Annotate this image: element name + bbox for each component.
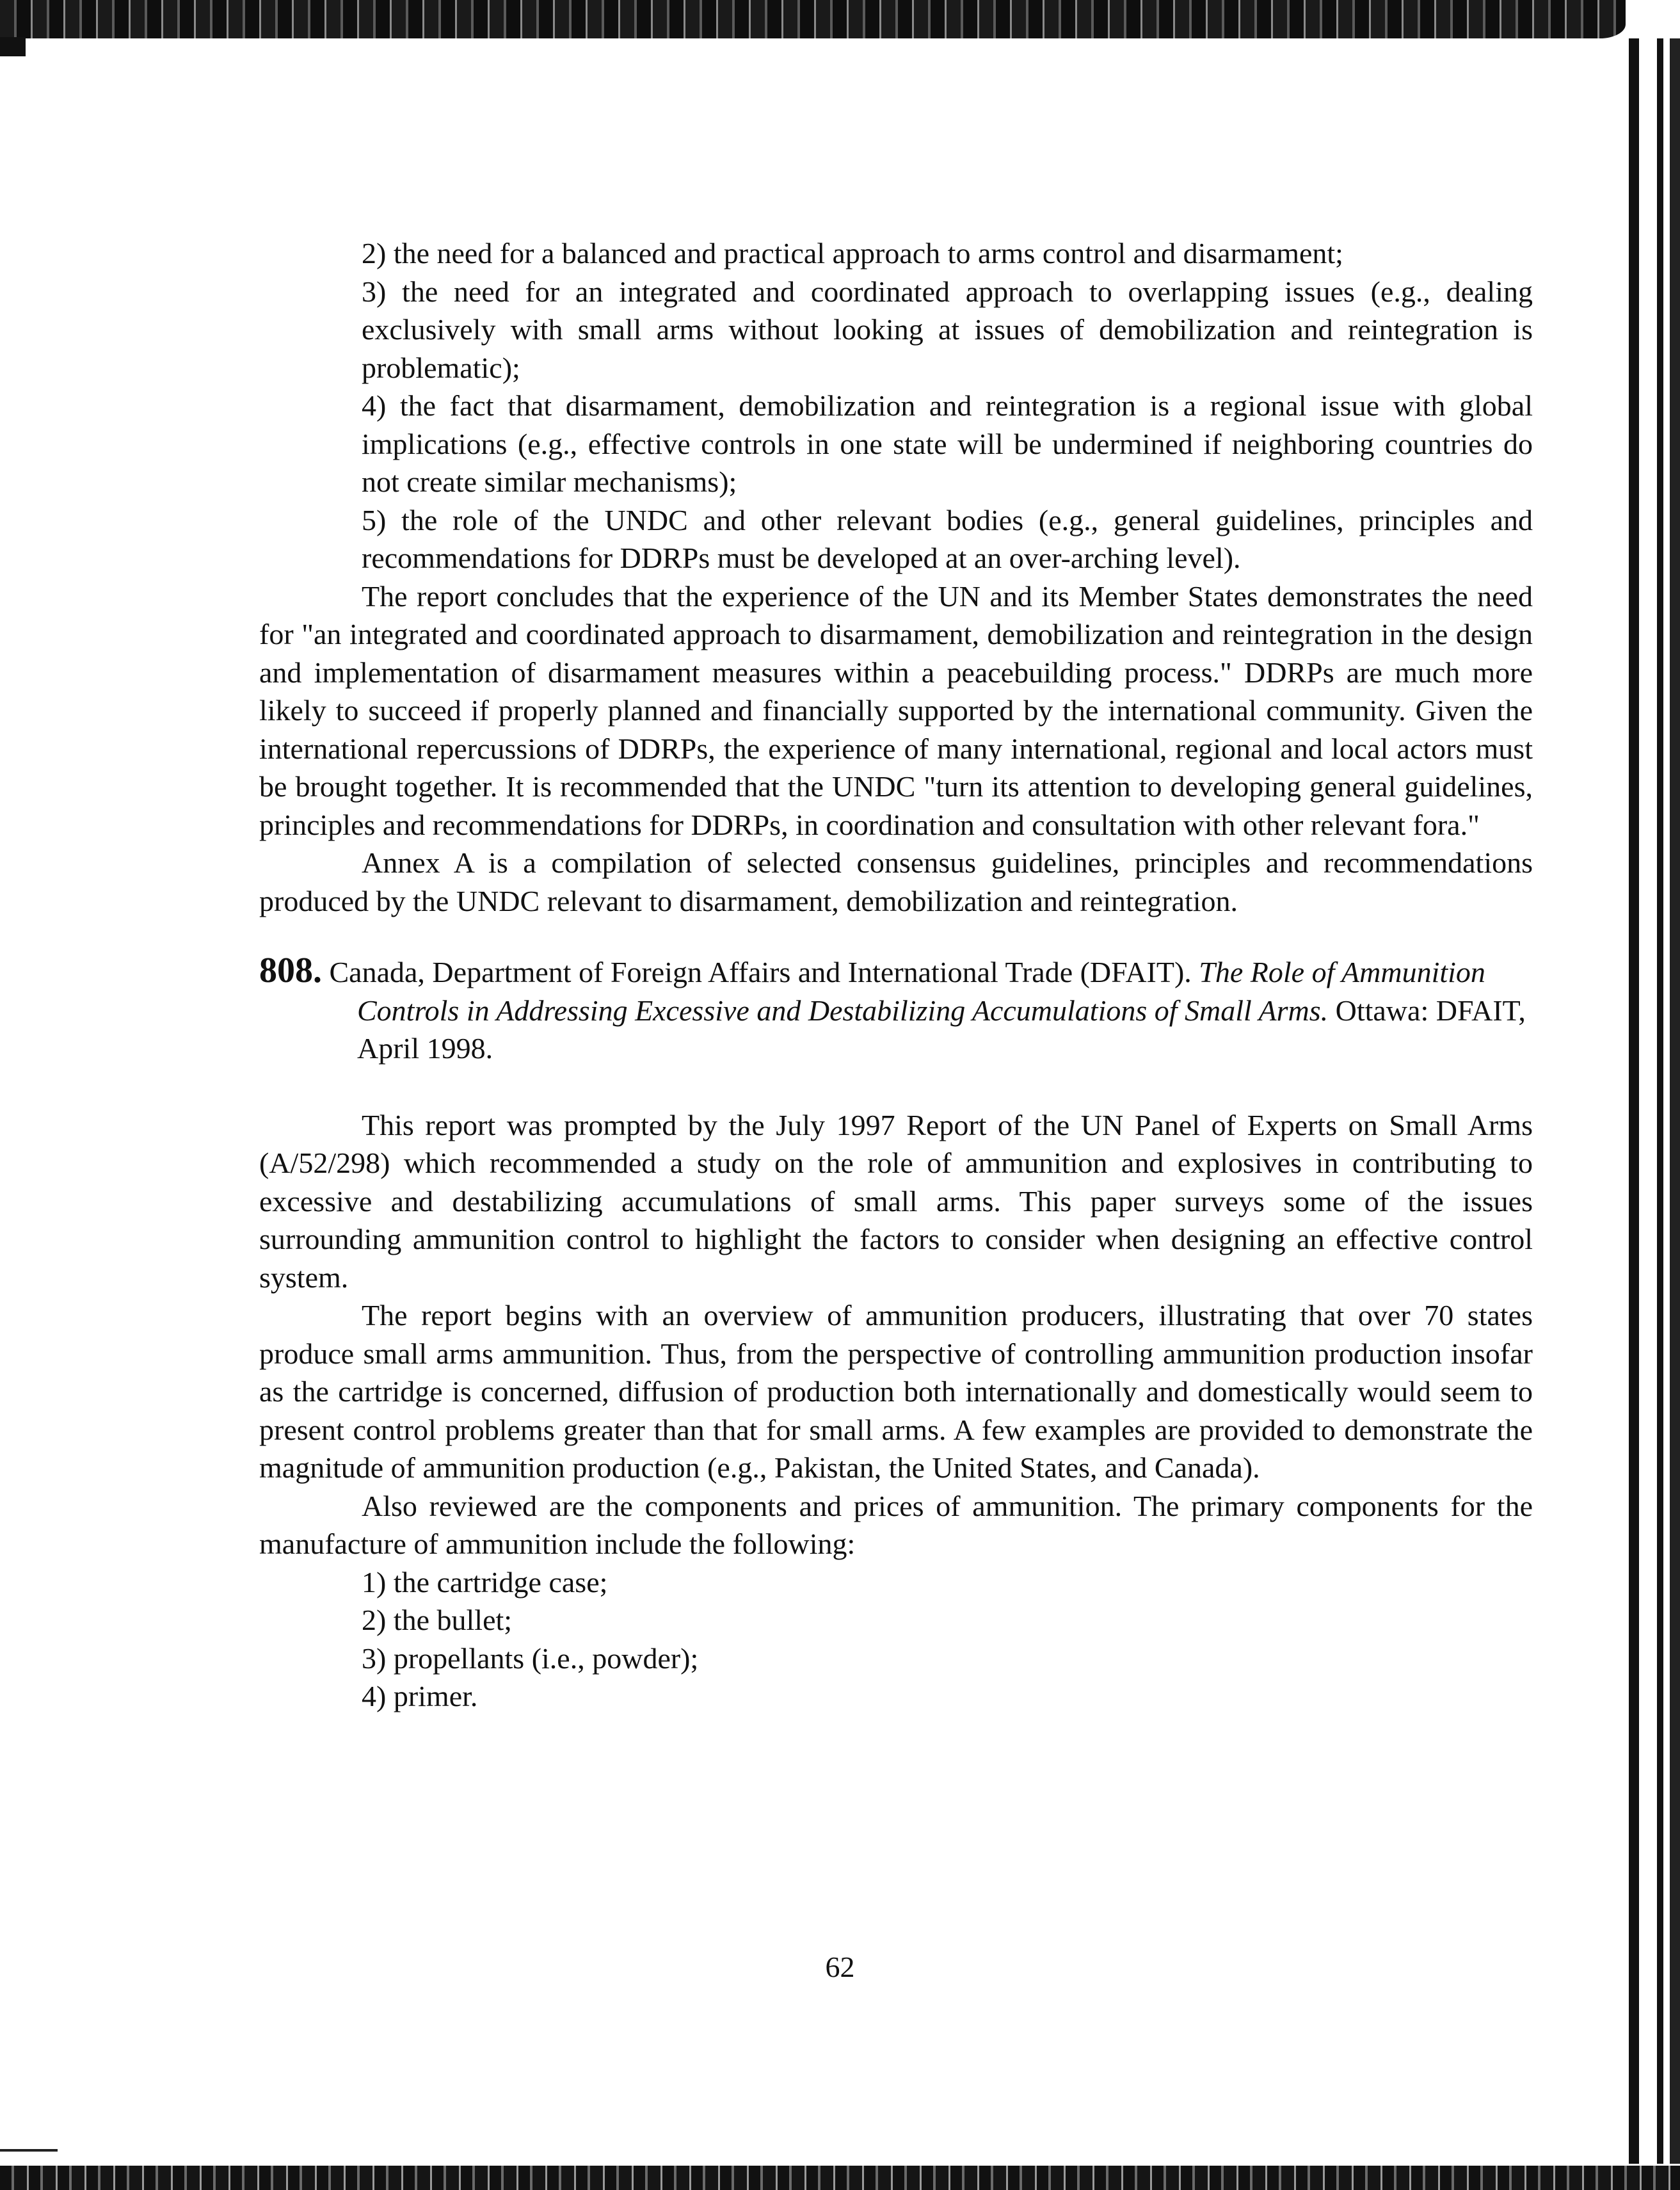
entry-source: Canada, Department of Foreign Affairs and International Trade (DFAIT). [329,956,1192,988]
scan-edge-top [0,0,1626,38]
page-body [259,234,1533,1716]
list-item: 4) primer. [362,1680,478,1712]
entry-publication: Ottawa: DFAIT, April 1998. [357,994,1526,1065]
list-item: 2) the need for a balanced and practical approach to arms control and disarmament; [362,237,1343,270]
scan-edge-mark [0,2149,58,2152]
page-number: 62 [825,1951,855,1983]
list-item: 5) the role of the UNDC and other relevant bodies (e.g., general guidelines, principles and recommendations for DDRPs must be developed at an over-arching level). [362,503,1533,574]
paragraph: The report concludes that the experience of the UN and its Member States demonstrates the need for "an integrated and coordinated approach to disarmament, demobilization and reintegration in the design and implementation of disarmament measures within a peacebuilding process." DDRPs are much more likely to succeed if properly planned and financially supported by the international community. Given the international repercussions of DDRPs, the experience of many international, regional and local actors must be brought together. It is recommended that the UNDC "turn its attention to developing general guidelines, principles and recommendations for DDRPs, in coordination and consultation with other relevant fora." [259,579,1533,841]
entry-title: The Role of Ammunition Controls in Addressing Excessive and Destabilizing Accumulations of Small Arms. [357,956,1485,1027]
paragraph-gap [259,1068,1533,1106]
bibliography-entry [259,952,1533,1068]
list-item: 1) the cartridge case; [362,1565,608,1598]
list-item: 2) the bullet; [362,1604,513,1636]
entry-number: 808. [259,951,322,990]
list-item: 4) the fact that disarmament, demobilization and reintegration is a regional issue with global implications (e.g., effective controls in one state will be undermined if neighboring countries do not create similar mechanisms); [362,389,1533,498]
list-item: 3) propellants (i.e., powder); [362,1641,699,1675]
scan-edge-bottom [0,2166,1680,2190]
scan-edge-right [1629,38,1680,2164]
paragraph: Also reviewed are the components and prices of ammunition. The primary components for the manufacture of ammunition include the following: [259,1489,1533,1560]
paragraph: The report begins with an overview of ammunition producers, illustrating that over 70 states produce small arms ammunition. Thus, from the perspective of controlling ammunition production insofar as the cartridge is concerned, diffusion of production both internationally and domestically would seem to present control problems greater than that for small arms. A few examples are provided to demonstrate the magnitude of ammunition production (e.g., Pakistan, the United States, and Canada). [259,1299,1533,1484]
paragraph: This report was prompted by the July 1997 Report of the UN Panel of Experts on Small Arms (A/52/298) which recommended a study on the role of ammunition and explosives in contributing to excessive and destabilizing accumulations of small arms. This paper surveys some of the issues surrounding ammunition control to highlight the factors to consider when designing an effective control system. [259,1108,1533,1294]
list-item: 3) the need for an integrated and coordinated approach to overlapping issues (e.g., dealing exclusively with small arms without looking at issues of demobilization and reintegration is problematic); [362,275,1533,384]
paragraph: Annex A is a compilation of selected consensus guidelines, principles and recommendations produced by the UNDC relevant to disarmament, demobilization and reintegration. [259,846,1533,917]
